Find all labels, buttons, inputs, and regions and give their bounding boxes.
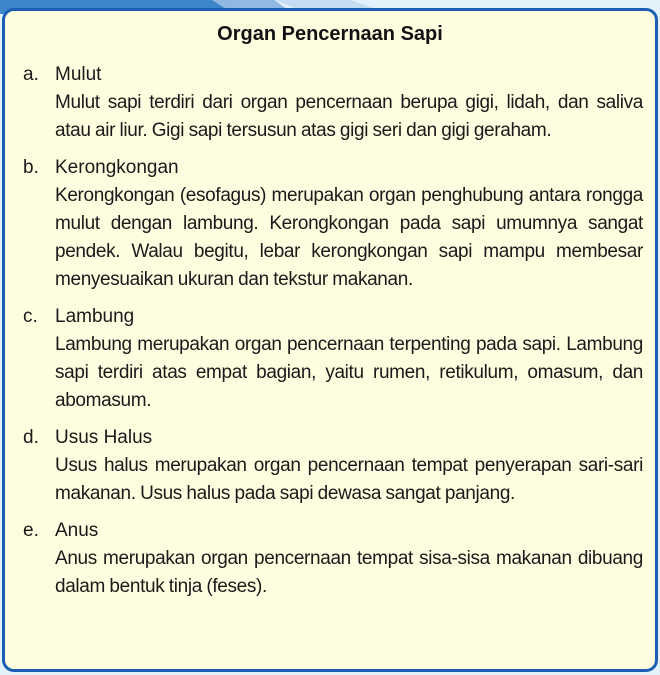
item-letter: d. [23,427,39,448]
list-item-mulut [23,61,643,145]
item-letter: b. [23,157,39,178]
item-title: Anus [55,520,99,541]
list-item-anus [23,517,643,601]
item-title: Mulut [55,64,102,85]
list-item-kerongkongan [23,154,643,294]
item-description: Usus halus merupakan organ pencernaan tempat penyerapan sari-sari makanan. Usus halus pada sapi dewasa sangat panjang. [55,455,643,504]
list-item-usus-halus [23,424,643,508]
item-title: Lambung [55,306,135,327]
item-heading [23,424,643,452]
item-description: Anus merupakan organ pencernaan tempat sisa-sisa makanan dibuang dalam bentuk tinja (feses). [55,548,643,597]
item-description: Lambung merupakan organ pencernaan terpenting pada sapi. Lambung sapi terdiri atas empat bagian, yaitu rumen, retikulum, omasum, dan abomasum. [55,334,643,411]
item-heading [23,303,643,331]
item-letter: e. [23,520,39,541]
item-title: Usus Halus [55,427,153,448]
item-heading [23,517,643,545]
info-box [2,8,658,672]
item-title: Kerongkongan [55,157,179,178]
list-item-lambung [23,303,643,415]
item-description: Mulut sapi terdiri dari organ pencernaan berupa gigi, lidah, dan saliva atau air liur. Gigi sapi tersusun atas gigi seri dan gigi geraham. [55,92,643,141]
organ-list [23,61,643,610]
item-heading [23,154,643,182]
item-letter: c. [23,306,38,327]
item-description: Kerongkongan (esofagus) merupakan organ penghubung antara rongga mulut dengan lambung. Kerongkongan pada sapi umumnya sangat pendek. Walau begitu, lebar kerongkongan sapi mampu membesar menyesuaikan ukuran dan tekstur makanan. [55,185,643,290]
box-title: Organ Pencernaan Sapi [217,23,443,45]
item-heading [23,61,643,89]
item-letter: a. [23,64,39,85]
